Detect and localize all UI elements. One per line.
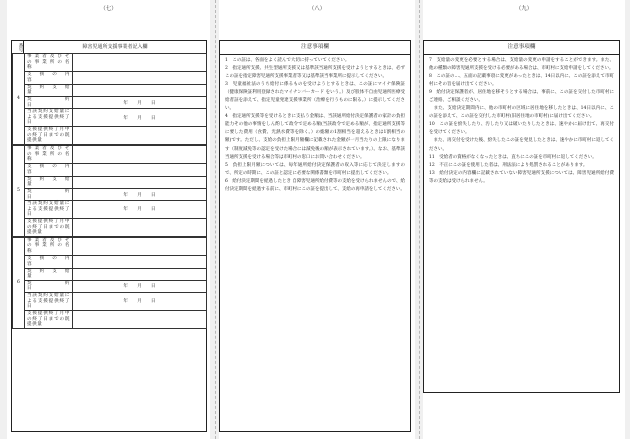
value-field[interactable] xyxy=(73,237,207,255)
entry-block xyxy=(12,237,207,329)
value-field[interactable] xyxy=(73,71,207,84)
side-header: 番号 xyxy=(12,41,24,53)
table-row xyxy=(13,71,207,84)
field-label: 支援提供終了月中の終了日までの既提供量 xyxy=(25,126,73,144)
note-item: また、再交付を受けた後、紛失したこの証を発見したときは、速やかに市町村に返してください。 xyxy=(429,138,614,152)
table-row xyxy=(13,280,207,292)
table-row xyxy=(13,145,207,163)
field-label: 契 約 日 xyxy=(25,188,73,200)
table-title: 障害児通所支援事業者記入欄 xyxy=(24,41,206,54)
field-label: 支援提供終了月中の終了日までの既提供量 xyxy=(25,218,73,236)
note-item: 8 この証の…、五面の記載事項に変更があったときは、14日以内に、この証を添えて市町村にその旨を届け出てください。 xyxy=(429,74,614,88)
page-number: （九） xyxy=(515,6,533,12)
field-label: 契 約 日 xyxy=(25,280,73,292)
note-item: 3 児童福祉法のうち給付に係るものを受けようとするときは、この証にマイナ保険証（健康保険証利用登録されたマイナンバーカード をいう。）及び股体不自由児通所医療受給者証を添えて、指定児童発達支援事業所（治療を行うものに限る。）に提示してください。 xyxy=(225,82,405,112)
notes-title: 注意事項欄 xyxy=(220,41,410,55)
note-item: 4 指定通所支援等を受けるときに支払う金額は、当該通所給付決定保護者の家計の負担能力その他の事情をしん酌して政令で定める額(当該政令で定める額が、指定通所支援等に要した費用（食費、光熱水費等を除く。）の総額の1割相当を超えるときは1割相当の額)です。ただし、支給の負担上限月額欄に記載された金額が一月当たりの上限になります（制度減免等の認定を受けた場合には減免後の額が表示されています。）。なお、基準該当通所支援を受ける場合等は市町村の窓口にお問い合わせください。 xyxy=(225,114,405,160)
field-label: 支援提供終了月中の終了日までの既提供量 xyxy=(25,310,73,328)
page-number: （七） xyxy=(100,6,117,12)
table-row xyxy=(13,293,207,311)
value-field[interactable] xyxy=(73,218,207,236)
notes-title: 注意事項欄 xyxy=(424,41,619,55)
value-field[interactable] xyxy=(73,145,207,163)
value-field[interactable] xyxy=(73,255,207,268)
table-row xyxy=(13,176,207,188)
table-row xyxy=(13,310,207,328)
entry-number: 5 xyxy=(13,145,25,236)
note-item: 12 不正にこの証を使用した者は、刑法法により処罰されることがあります。 xyxy=(429,162,588,168)
notes-box xyxy=(219,40,411,432)
entry-number: 4 xyxy=(13,54,25,145)
page-number: （八） xyxy=(308,6,326,12)
field-label: 支 援 の 内 容 xyxy=(25,255,73,268)
field-label: 支 援 の 内 容 xyxy=(25,71,73,84)
field-label: 事 業 者 及 び そ の 事 業 所 の 名 称 xyxy=(25,54,73,72)
value-field[interactable] xyxy=(73,54,207,72)
field-label: 事 業 者 及 び そ の 事 業 所 の 名 称 xyxy=(25,145,73,163)
end-date-field[interactable]: 年 月 日 xyxy=(73,293,207,311)
notes-box xyxy=(423,40,620,393)
table-row xyxy=(13,188,207,200)
field-label: 契 約 支 給 量 xyxy=(25,176,73,188)
table-row xyxy=(13,218,207,236)
contract-date-field[interactable]: 年 月 日 xyxy=(73,96,207,108)
entry-block xyxy=(12,53,207,145)
field-label: 当該契約支給量による支援提供終了日 xyxy=(25,109,73,127)
note-item: 2 指定通所支援、共生型通所支援又は基準該当通所支援を受けようとするときは、必ずこの証を指定障害児通所支援事業者等又は基準該当事業所に提示してください。 xyxy=(225,66,405,80)
table-row xyxy=(13,255,207,268)
entry-number: 6 xyxy=(13,237,25,328)
page-fold-7-8 xyxy=(215,0,216,439)
field-label: 当該契約支給量による支援提供終了日 xyxy=(25,293,73,311)
note-item: また、支給決定期間内に、他の市町村の区域に居住地を移したときは、14日以内に、この証を添えて、この証を交付した市町村(旧居住地の市町村)に届け出てください。 xyxy=(429,106,614,120)
table-row xyxy=(13,126,207,144)
page-8 xyxy=(219,0,415,439)
table-row xyxy=(13,96,207,108)
value-field[interactable] xyxy=(73,176,207,188)
note-item: 5 負担上限月額については、毎年通所給付決定保護者の収入等に応じて決定しますので、所定の時期に、この証と認定に必要な関係書類を市町村に提出してください。 xyxy=(225,162,405,176)
page-7 xyxy=(7,0,210,439)
value-field[interactable] xyxy=(73,126,207,144)
note-item: 9 給付決定保護者が、居住地を移そうとする場合は、事前に、この証を交付した市町村にご連絡、ご相談ください。 xyxy=(429,90,614,104)
note-item: 10 この証を紛失したり、汚したり又は破いたりしたときは、速やかに届け出て、再交付を受けてください。 xyxy=(429,122,614,136)
contract-date-field[interactable]: 年 月 日 xyxy=(73,188,207,200)
field-label: 当該契約支給量による支援提供終了日 xyxy=(25,201,73,219)
page-9 xyxy=(423,0,625,439)
note-item: 6 給付決定期間を経過したとき 自障害児通所給付費等の支給を受けられませんので、給付決定期間を経過する前に、市町村にこの証を提出して、支給の再申請をしてください。 xyxy=(225,178,405,192)
field-label: 支 援 の 内 容 xyxy=(25,163,73,176)
field-label: 契 約 支 給 量 xyxy=(25,84,73,96)
notes-text xyxy=(225,57,405,194)
contract-date-field[interactable]: 年 月 日 xyxy=(73,280,207,292)
table-row xyxy=(13,268,207,280)
field-label: 契 約 支 給 量 xyxy=(25,268,73,280)
value-field[interactable] xyxy=(73,163,207,176)
page-fold-8-9 xyxy=(419,0,420,439)
table-row xyxy=(13,84,207,96)
table-row xyxy=(13,163,207,176)
note-item: 1 この証は、各面をよく読んで大切に持っていてください。 xyxy=(225,58,350,63)
note-item: 13 給付決定の内容欄に記載されていない障害児通所支援については、障害児通所給付費等の支給は受けられません。 xyxy=(429,170,614,184)
note-item: 11 受給者の資格がなくなったときは、直ちにこの証を市町村に返してください。 xyxy=(429,154,597,160)
note-item: 7 支給量の変更を必要とする場合は、支給量の変更の申請をすることができます。また、他の種類の障害児通所支援を受ける必要がある場合は、市町村に支給申請をしてください。 xyxy=(429,58,614,72)
entry-block xyxy=(12,145,207,237)
value-field[interactable] xyxy=(73,84,207,96)
end-date-field[interactable]: 年 月 日 xyxy=(73,201,207,219)
table-row xyxy=(13,109,207,127)
provider-record-table xyxy=(11,40,207,432)
end-date-field[interactable]: 年 月 日 xyxy=(73,109,207,127)
notes-text xyxy=(429,57,614,186)
table-row xyxy=(13,237,207,255)
table-row xyxy=(13,201,207,219)
value-field[interactable] xyxy=(73,310,207,328)
field-label: 契 約 日 xyxy=(25,96,73,108)
field-label: 事 業 者 及 び そ の 事 業 所 の 名 称 xyxy=(25,237,73,255)
table-row xyxy=(13,54,207,72)
entries-list xyxy=(12,53,206,431)
value-field[interactable] xyxy=(73,268,207,280)
